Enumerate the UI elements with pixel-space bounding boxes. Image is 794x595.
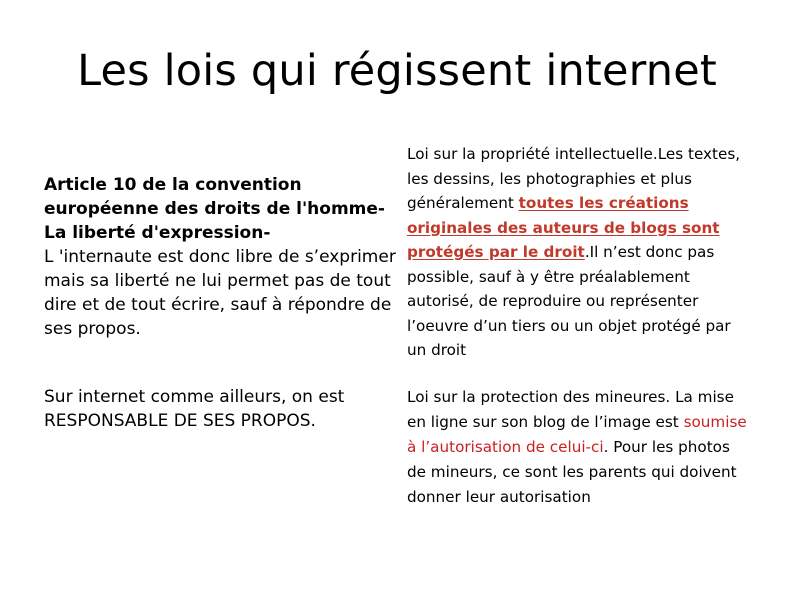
ip-intro: Loi sur la propriété intellectuelle.Les textes, les dessins, les photographies et plus généralement: [407, 145, 741, 212]
responsibility-note: Sur internet comme ailleurs, on est RESPONSABLE DE SES PROPOS.: [44, 387, 345, 431]
minors-intro: Loi sur la protection des mineures. La mise en ligne sur son blog de l’image est: [407, 388, 734, 431]
article-10-body: L 'internaute est donc libre de s’exprimer mais sa liberté ne lui permet pas de tout dire et de tout écrire, sauf à répondre de ses propos.: [44, 247, 396, 339]
slide-title: Les lois qui régissent internet: [77, 46, 717, 96]
intellectual-property-block: [407, 142, 752, 363]
article-10-block: [44, 173, 396, 341]
article-10-heading: Article 10 de la convention européenne des droits de l'homme- La liberté d'expression-: [44, 175, 385, 243]
minors-rest: . Pour les photos de mineurs, ce sont les parents qui doivent donner leur autorisation: [407, 438, 737, 506]
ip-rest: Il n’est donc pas possible, sauf à y être préalablement autorisé, de reproduire ou représenter l’oeuvre d’un tiers ou un objet protégé par un droit: [407, 243, 731, 359]
minors-protection-block: [407, 385, 752, 510]
minors-highlight: soumise à l’autorisation de celui-ci: [407, 413, 747, 456]
ip-bridge: .: [584, 243, 590, 261]
ip-highlight: toutes les créations originales des auteurs de blogs sont protégés par le droit: [407, 194, 720, 261]
